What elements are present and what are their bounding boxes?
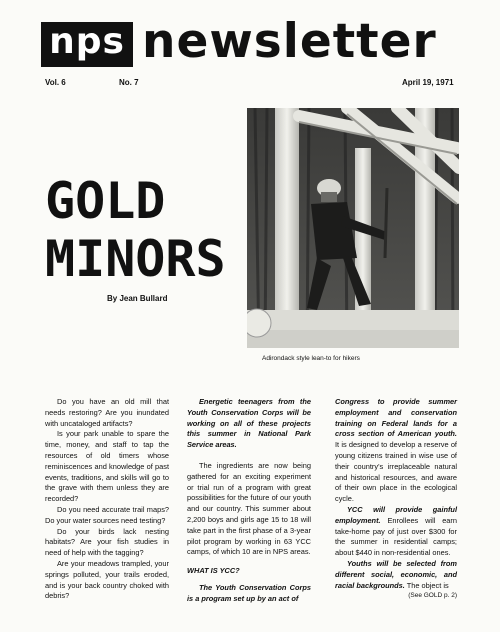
- col2-heading: WHAT IS YCC?: [187, 566, 240, 576]
- col3-p2-em: YCC will provide gainful employment.: [335, 504, 457, 525]
- issue-date: April 19, 1971: [402, 78, 454, 87]
- col2-body: The ingredients are now being gathered for an exciting experiment or trial run of a program with great possibilities for the future of our youth and our country. This summer about 2,200 boys and girls age 15 to 18 will take part in the first phase of a 3-year pilot program by working in 63 YCC camps, of which 10 are in NPS areas.: [187, 460, 311, 557]
- lean-to-photo: [247, 108, 459, 348]
- title-line-2: MINORS: [45, 230, 226, 288]
- col3-p3-rest: The object is: [406, 580, 449, 590]
- masthead-nps: nps: [49, 20, 125, 62]
- continued-note: (See GOLD p. 2): [408, 592, 457, 600]
- column-1: [45, 397, 169, 602]
- photo-caption: Adirondack style lean-to for hikers: [262, 355, 360, 362]
- byline: By Jean Bullard: [107, 294, 168, 303]
- col3-lead: Congress to provide summer employment and conservation training on Federal lands for a cross section of American youth.: [335, 397, 457, 439]
- masthead-logo-box: [41, 22, 133, 67]
- title-line-1: GOLD: [45, 172, 166, 230]
- col2-intro: Energetic teenagers from the Youth Conservation Corps will be working on all of these projects this summer in National Park Service areas.: [187, 397, 311, 450]
- volume: Vol. 6: [45, 78, 66, 87]
- column-2: [187, 397, 311, 605]
- masthead-title: newsletter: [142, 14, 437, 69]
- col3-lead-rest: It is designed to develop a reserve of young citizens trained in wise use of their country's irreplaceable natural and historical resources, and aware of their own place in the ecological cycle.: [335, 440, 457, 504]
- issue-number: No. 7: [119, 78, 139, 87]
- col1-para: Do you need accurate trail maps? Do your water sources need testing?: [45, 504, 169, 525]
- col1-para: Do your birds lack nesting habitats? Are your fish studies in need of help with the tagging?: [45, 526, 169, 558]
- col1-para: Do you have an old mill that needs restoring? Are you inundated with uncataloged artifacts?: [45, 397, 169, 428]
- column-3: [335, 397, 457, 602]
- col3-p3-em: Youths will be selected from different social, economic, and racial backgrounds.: [335, 558, 457, 590]
- col2-tail: The Youth Conservation Corps is a program set up by an act of: [187, 582, 311, 603]
- col1-para: Are your meadows trampled, your springs polluted, your trails eroded, and is your back country choked with debris?: [45, 558, 169, 601]
- col3-p2-rest: Enrollees will earn take-home pay of just over $300 for the summer in residential camps; about $440 in non-residential ones.: [335, 515, 457, 558]
- col1-para: Is your park unable to spare the time, money, and staff to tap the resources of old timers whose reminiscences and knowledge of past events, traditions, and skills will go to the grave with them unless they are recorded?: [45, 429, 169, 504]
- article-title: [45, 172, 226, 288]
